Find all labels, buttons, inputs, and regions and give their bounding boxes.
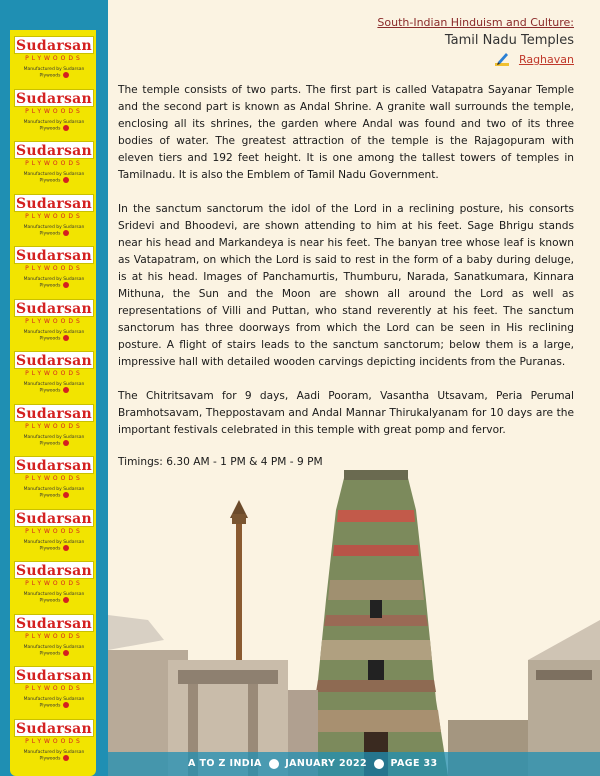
page-number: PAGE 33 — [390, 758, 438, 769]
ad-subtitle: PLYWOODS — [25, 422, 83, 430]
ad-brand: Sudarsan — [15, 458, 93, 474]
ad-subtitle: PLYWOODS — [25, 475, 83, 482]
sudarsan-ad[interactable] — [14, 351, 94, 399]
magazine-name: A TO Z INDIA — [188, 758, 262, 769]
sudarsan-ad[interactable] — [14, 666, 94, 714]
ad-maker-text: Manufactured by Sudarsan Plywoods — [23, 644, 85, 656]
ad-maker-text: Manufactured by Sudarsan Plywoods — [23, 224, 85, 236]
logo-dot-icon — [63, 282, 69, 288]
sudarsan-ad[interactable] — [14, 614, 94, 662]
ad-maker — [14, 120, 94, 132]
sudarsan-ad[interactable] — [14, 141, 94, 189]
sudarsan-ad[interactable] — [14, 404, 94, 452]
ad-maker-text: Manufactured by Sudarsan Plywoods — [23, 487, 85, 499]
page-header — [377, 16, 574, 67]
logo-dot-icon — [63, 597, 69, 603]
logo-dot-icon — [63, 177, 69, 183]
ad-subtitle: PLYWOODS — [25, 212, 83, 220]
logo-dot-icon — [63, 492, 69, 498]
temple-photo — [108, 470, 600, 776]
sudarsan-ad[interactable] — [14, 509, 94, 557]
logo-dot-icon — [63, 230, 69, 236]
ad-maker — [14, 435, 94, 447]
ad-maker-text: Manufactured by Sudarsan Plywoods — [23, 67, 85, 79]
logo-dot-icon — [63, 72, 69, 78]
page-footer — [188, 758, 438, 774]
sudarsan-ad[interactable] — [14, 299, 94, 347]
ad-maker-text: Manufactured by Sudarsan Plywoods — [23, 592, 85, 604]
logo-dot-icon — [63, 545, 69, 551]
ad-maker — [14, 382, 94, 394]
ad-brand: Sudarsan — [15, 195, 93, 212]
ad-maker-text: Manufactured by Sudarsan Plywoods — [23, 382, 85, 394]
paragraph-1: The temple consists of two parts. The first part is called Vatapatra Sayanar Temple and the second part is known as Andal Shrine. A granite wall surrounds the temple, enclosing all its shrines, the garden where Andal was found and two of its three bodies of water. The greatest attraction of the temple is the Rajagopuram with eleven tiers and 192 feet height. It is one among the tallest towers of temples in Tamilnadu. It is also the Emblem of Tamil Nadu Government. — [118, 84, 574, 181]
ad-maker — [14, 225, 94, 237]
ad-brand: Sudarsan — [15, 615, 93, 632]
pen-icon — [494, 51, 510, 67]
ad-maker — [14, 697, 94, 709]
logo-dot-icon — [63, 702, 69, 708]
logo-dot-icon — [63, 387, 69, 393]
sudarsan-ad[interactable] — [14, 456, 94, 504]
ad-brand: Sudarsan — [15, 405, 93, 422]
ad-subtitle: PLYWOODS — [25, 527, 83, 535]
paragraph-3: The Chitritsavam for 9 days, Aadi Pooram, Vasantha Utsavam, Peria Perumal Bramhotsavam, Theppostavam and Andal Mannar Thirukalyanam for 10 days are the important festivals celebrated in this temple with great pomp and fervor. — [118, 390, 574, 436]
ad-subtitle: PLYWOODS — [25, 632, 83, 640]
ad-maker-text: Manufactured by Sudarsan Plywoods — [23, 697, 85, 709]
ad-subtitle: PLYWOODS — [25, 55, 83, 62]
logo-dot-icon — [63, 440, 69, 446]
ad-brand: Sudarsan — [15, 38, 93, 54]
ad-maker — [14, 67, 94, 79]
ad-maker-text: Manufactured by Sudarsan Plywoods — [23, 749, 85, 761]
ad-maker — [14, 645, 94, 657]
ad-maker-text: Manufactured by Sudarsan Plywoods — [23, 172, 85, 184]
article-body — [118, 82, 574, 488]
ad-maker-text: Manufactured by Sudarsan Plywoods — [23, 119, 85, 131]
issue-date: JANUARY 2022 — [285, 758, 368, 769]
ad-brand: Sudarsan — [15, 90, 93, 107]
ad-subtitle: PLYWOODS — [25, 370, 83, 377]
ad-subtitle: PLYWOODS — [25, 317, 83, 325]
article-subtitle: Tamil Nadu Temples — [444, 33, 574, 48]
ad-brand: Sudarsan — [15, 353, 93, 369]
section-title: South-Indian Hinduism and Culture: — [377, 16, 574, 29]
ad-maker — [14, 277, 94, 289]
logo-dot-icon — [63, 755, 69, 761]
ad-brand: Sudarsan — [15, 720, 93, 737]
sudarsan-ad[interactable] — [14, 719, 94, 767]
paragraph-2: In the sanctum sanctorum the idol of the Lord in a reclining posture, his consorts Sridevi and Bhoodevi, are shown attending to him at his feet. Sage Bhrigu stands near his head and Markandeya is near his feet. The banyan tree whose leaf is known as Vatapatram, on which the Lord is said to rest in the form of a baby during deluge, is at his head. Images of Panchamurtis, Thumburu, Narada, Sanatkumara, Kinnara Mithuna, the Sun and the Moon are shown all around the Lord as well as representations of Villi and Puttan, who stand reverently at his feet. The sanctum sanctorum has three doorways from which the Lord can be seen in His reclining posture. A flight of stairs leads to the sanctum sanctorum; below them is a large, impressive hall with detailed wooden carvings depicting incidents from the Puranas. — [118, 203, 574, 368]
ad-brand: Sudarsan — [15, 668, 93, 684]
timings-text: Timings: 6.30 AM - 1 PM & 4 PM - 9 PM — [118, 456, 323, 468]
sudarsan-ad[interactable] — [14, 194, 94, 242]
logo-dot-icon — [63, 125, 69, 131]
ad-maker-text: Manufactured by Sudarsan Plywoods — [23, 434, 85, 446]
ad-maker — [14, 487, 94, 499]
sudarsan-ad[interactable] — [14, 246, 94, 294]
ad-subtitle: PLYWOODS — [25, 160, 83, 167]
ad-brand: Sudarsan — [15, 143, 93, 159]
sudarsan-ad[interactable] — [14, 89, 94, 137]
ad-maker — [14, 172, 94, 184]
ad-subtitle: PLYWOODS — [25, 265, 83, 272]
logo-dot-icon — [63, 650, 69, 656]
author-name[interactable]: Raghavan — [518, 53, 574, 66]
logo-dot-icon — [63, 335, 69, 341]
ad-maker — [14, 750, 94, 762]
ad-subtitle: PLYWOODS — [25, 737, 83, 745]
ad-subtitle: PLYWOODS — [25, 580, 83, 587]
ad-maker-text: Manufactured by Sudarsan Plywoods — [23, 539, 85, 551]
ad-maker-text: Manufactured by Sudarsan Plywoods — [23, 277, 85, 289]
ad-maker — [14, 592, 94, 604]
ad-brand: Sudarsan — [15, 248, 93, 264]
ad-maker — [14, 330, 94, 342]
ad-maker — [14, 540, 94, 552]
ad-brand: Sudarsan — [15, 510, 93, 527]
ad-brand: Sudarsan — [15, 563, 93, 579]
sudarsan-ad[interactable] — [14, 36, 94, 84]
separator-dot-icon — [374, 759, 384, 769]
ad-subtitle: PLYWOODS — [25, 107, 83, 115]
separator-dot-icon — [269, 759, 279, 769]
sudarsan-ad[interactable] — [14, 561, 94, 609]
ad-maker-text: Manufactured by Sudarsan Plywoods — [23, 329, 85, 341]
ad-brand: Sudarsan — [15, 300, 93, 317]
ad-subtitle: PLYWOODS — [25, 685, 83, 692]
